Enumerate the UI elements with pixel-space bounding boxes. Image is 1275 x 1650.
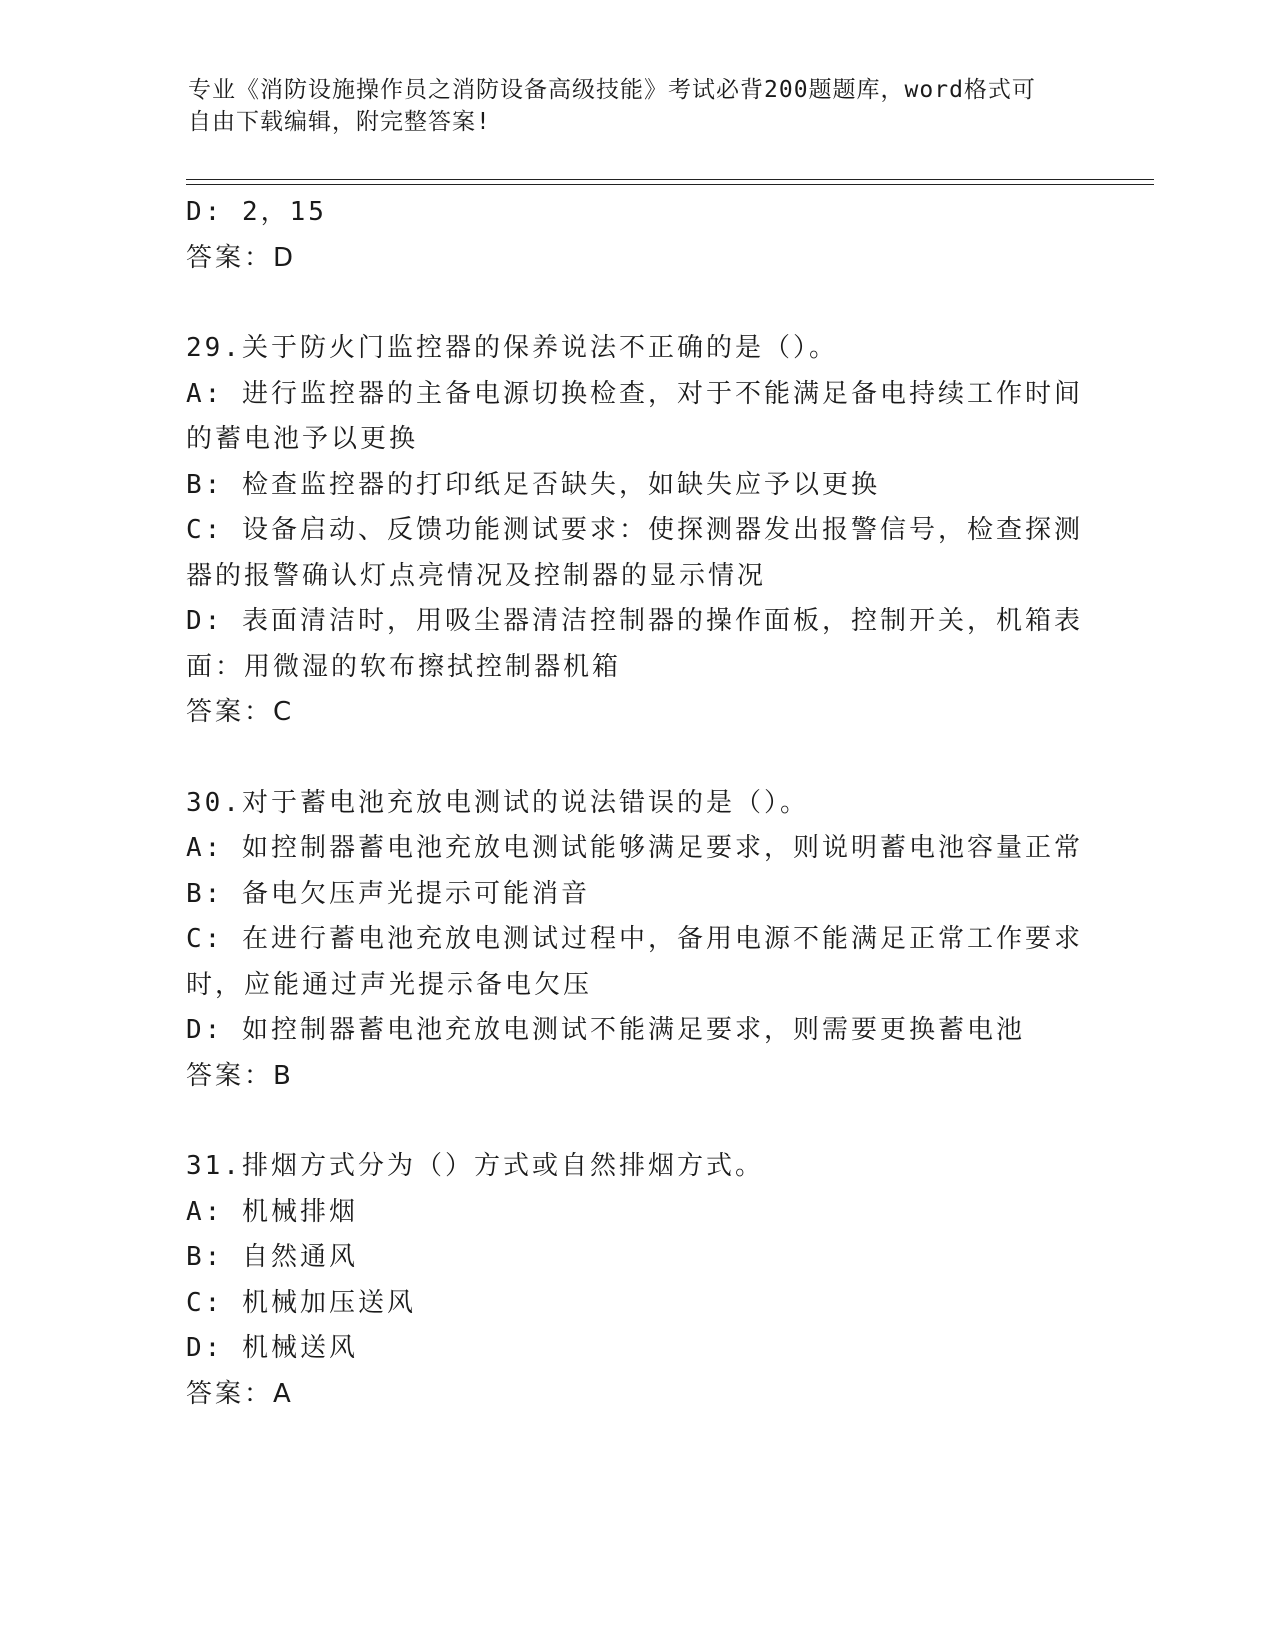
question-31 xyxy=(186,1144,1086,1417)
question-30 xyxy=(186,781,1086,1100)
spacer xyxy=(186,281,1086,326)
header-divider-top xyxy=(186,179,1154,180)
option-d-continued: 面：用微湿的软布擦拭控制器机箱 xyxy=(186,651,622,682)
question-29 xyxy=(186,326,1086,736)
question-stem: 29.关于防火门监控器的保养说法不正确的是（）。 xyxy=(186,333,838,363)
header-divider-bottom xyxy=(186,184,1154,185)
option-d: D: 2，15 xyxy=(186,197,327,227)
option-a-continued: 的蓄电池予以更换 xyxy=(186,424,419,454)
option-b: B: 备电欠压声光提示可能消音 xyxy=(186,878,590,909)
document-header xyxy=(188,74,1068,138)
spacer xyxy=(186,1099,1086,1144)
answer: 答案：D xyxy=(186,242,297,273)
option-c-continued: 器的报警确认灯点亮情况及控制器的显示情况 xyxy=(186,560,767,591)
option-d: D: 机械送风 xyxy=(186,1333,358,1363)
option-b: B: 自然通风 xyxy=(186,1242,358,1272)
question-stem: 30.对于蓄电池充放电测试的说法错误的是（）。 xyxy=(186,787,809,818)
answer: 答案：A xyxy=(186,1378,294,1409)
option-c: C: 在进行蓄电池充放电测试过程中，备用电源不能满足正常工作要求 xyxy=(186,924,1083,954)
spacer xyxy=(186,736,1086,781)
answer: 答案：C xyxy=(186,697,295,727)
option-a: A: 进行监控器的主备电源切换检查，对于不能满足备电持续工作时间 xyxy=(186,378,1083,409)
answer: 答案：B xyxy=(186,1060,294,1091)
option-c-continued: 时，应能通过声光提示备电欠压 xyxy=(186,969,593,1000)
header-line-2: 自由下载编辑，附完整答案! xyxy=(188,109,491,135)
previous-question-tail xyxy=(186,190,1086,281)
option-b: B: 检查监控器的打印纸足否缺失，如缺失应予以更换 xyxy=(186,469,880,500)
option-a: A: 机械排烟 xyxy=(186,1196,358,1227)
option-a: A: 如控制器蓄电池充放电测试能够满足要求，则说明蓄电池容量正常 xyxy=(186,833,1083,863)
option-c: C: 机械加压送风 xyxy=(186,1287,416,1318)
option-c: C: 设备启动、反馈功能测试要求：使探测器发出报警信号，检查探测 xyxy=(186,515,1083,545)
option-d: D: 如控制器蓄电池充放电测试不能满足要求，则需要更换蓄电池 xyxy=(186,1015,1025,1045)
option-d: D: 表面清洁时，用吸尘器清洁控制器的操作面板，控制开关，机箱表 xyxy=(186,606,1083,636)
header-line-1: 专业《消防设施操作员之消防设备高级技能》考试必背200题题库，word格式可 xyxy=(188,77,1036,103)
question-list xyxy=(186,190,1086,1417)
question-stem: 31.排烟方式分为（）方式或自然排烟方式。 xyxy=(186,1151,764,1181)
